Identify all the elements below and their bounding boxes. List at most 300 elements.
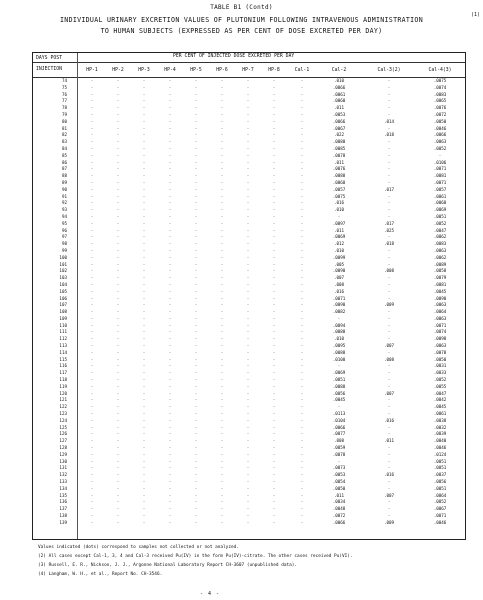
value-cell: · — [142, 207, 146, 213]
value-cell: · — [246, 349, 250, 355]
value-cell: · — [272, 132, 276, 138]
day-cell: 91 — [61, 193, 67, 199]
value-cell: · — [387, 98, 391, 104]
value-cell: · — [90, 132, 94, 138]
value-cell: · — [194, 343, 198, 349]
value-cell: · — [90, 315, 94, 321]
value-cell: · — [142, 111, 146, 117]
table-row — [33, 221, 465, 228]
value-cell: .0066 — [332, 424, 346, 430]
day-cell: 117 — [59, 370, 67, 376]
value-cell: · — [246, 152, 250, 158]
value-cell: · — [168, 329, 172, 335]
value-cell: .022 — [333, 132, 345, 138]
day-cell: 130 — [59, 458, 67, 464]
value-cell: · — [116, 322, 120, 328]
table-row — [33, 241, 465, 248]
value-cell: · — [220, 377, 224, 383]
day-cell: 115 — [59, 356, 67, 362]
column-header: Cal-4(3) — [428, 68, 452, 73]
value-cell: · — [90, 397, 94, 403]
value-cell: · — [90, 329, 94, 335]
value-cell: · — [194, 513, 198, 518]
value-cell: .0067 — [332, 125, 346, 131]
value-cell: · — [168, 417, 172, 423]
column-header: Cal-3(2) — [377, 68, 401, 73]
value-cell: .0075 — [332, 193, 346, 199]
value-cell: · — [90, 451, 94, 457]
value-cell: · — [194, 363, 198, 369]
value-cell: · — [194, 411, 198, 417]
value-cell: · — [272, 445, 276, 451]
value-cell: .005 — [333, 261, 345, 267]
value-cell: .0069 — [332, 234, 346, 240]
value-cell: · — [246, 173, 250, 179]
value-cell: · — [90, 241, 94, 247]
value-cell: · — [387, 111, 391, 117]
value-cell: · — [300, 268, 304, 274]
value-cell: · — [272, 329, 276, 335]
value-cell: · — [300, 275, 304, 281]
value-cell: · — [90, 424, 94, 430]
value-cell: · — [272, 370, 276, 376]
value-cell: · — [220, 261, 224, 267]
table-row — [33, 126, 465, 133]
table-row — [33, 309, 465, 316]
table-row — [33, 262, 465, 269]
day-cell: 122 — [59, 404, 67, 410]
value-cell: · — [168, 295, 172, 301]
table-row — [33, 459, 465, 466]
value-cell: .011 — [333, 159, 345, 165]
value-cell: · — [220, 91, 224, 97]
value-cell: .0056 — [433, 479, 447, 485]
value-cell: · — [142, 193, 146, 199]
value-cell: · — [90, 227, 94, 233]
day-cell: 82 — [61, 132, 67, 138]
value-cell: .0068 — [433, 200, 447, 206]
value-cell: · — [272, 349, 276, 355]
value-cell: · — [246, 309, 250, 315]
value-cell: .010 — [333, 78, 345, 83]
value-cell: .007 — [383, 492, 395, 498]
value-cell: · — [194, 479, 198, 485]
value-cell: · — [300, 404, 304, 410]
value-cell: · — [300, 200, 304, 206]
value-cell: .0051 — [433, 458, 447, 464]
table-row — [33, 329, 465, 336]
value-cell: · — [90, 411, 94, 417]
value-cell: · — [300, 390, 304, 396]
value-cell: · — [220, 370, 224, 376]
value-cell: · — [194, 438, 198, 444]
value-cell: · — [272, 200, 276, 206]
day-cell: 80 — [61, 118, 67, 124]
value-cell: · — [272, 309, 276, 315]
value-cell: · — [387, 173, 391, 179]
value-cell: · — [337, 404, 341, 410]
value-cell: · — [220, 179, 224, 185]
value-cell: .017 — [383, 220, 395, 226]
table-row — [33, 397, 465, 404]
value-cell: .008 — [383, 356, 395, 362]
value-cell: · — [220, 295, 224, 301]
value-cell: .0053 — [332, 111, 346, 117]
value-cell: · — [272, 479, 276, 485]
day-cell: 123 — [59, 411, 67, 417]
value-cell: · — [168, 397, 172, 403]
day-cell: 119 — [59, 383, 67, 389]
column-header: HP-5 — [190, 68, 202, 73]
value-cell: · — [387, 424, 391, 430]
value-cell: .0078 — [332, 152, 346, 158]
value-cell: · — [387, 404, 391, 410]
value-cell: · — [387, 309, 391, 315]
value-cell: · — [220, 268, 224, 274]
value-cell: .0045 — [433, 404, 447, 410]
value-cell: · — [90, 309, 94, 315]
value-cell: · — [116, 132, 120, 138]
value-cell: · — [168, 370, 172, 376]
value-cell: .0074 — [433, 329, 447, 335]
value-cell: · — [90, 472, 94, 478]
value-cell: · — [142, 91, 146, 97]
value-cell: · — [246, 111, 250, 117]
value-cell: · — [246, 241, 250, 247]
value-cell: .0071 — [433, 166, 447, 172]
value-cell: · — [300, 438, 304, 444]
value-cell: .008 — [333, 438, 345, 444]
value-cell: · — [90, 125, 94, 131]
value-cell: · — [194, 424, 198, 430]
value-cell: · — [387, 397, 391, 403]
value-cell: · — [194, 451, 198, 457]
value-cell: · — [300, 506, 304, 512]
value-cell: · — [272, 186, 276, 192]
value-cell: .0059 — [332, 445, 346, 451]
value-cell: · — [194, 309, 198, 315]
value-cell: · — [272, 159, 276, 165]
value-cell: · — [116, 336, 120, 342]
day-cell: 108 — [59, 309, 67, 315]
value-cell: · — [90, 98, 94, 104]
table-row — [33, 493, 465, 500]
table-row — [33, 160, 465, 167]
value-cell: · — [142, 118, 146, 124]
value-cell: .0052 — [433, 220, 447, 226]
days-post-label: DAYS POST — [36, 56, 62, 61]
value-cell: .0078 — [433, 349, 447, 355]
table-row — [33, 343, 465, 350]
value-cell: · — [116, 91, 120, 97]
value-cell: .0079 — [433, 275, 447, 281]
table-row — [33, 282, 465, 289]
value-cell: · — [142, 241, 146, 247]
value-cell: .016 — [383, 472, 395, 478]
value-cell: .0124 — [433, 451, 447, 457]
column-header: HP-2 — [112, 68, 124, 73]
value-cell: · — [194, 261, 198, 267]
value-cell: · — [387, 370, 391, 376]
value-cell: · — [272, 411, 276, 417]
value-cell: · — [194, 78, 198, 83]
value-cell: · — [272, 492, 276, 498]
value-cell: · — [246, 472, 250, 478]
value-cell: · — [300, 247, 304, 253]
value-cell: · — [246, 322, 250, 328]
value-cell: · — [246, 261, 250, 267]
value-cell: · — [220, 234, 224, 240]
value-cell: · — [300, 234, 304, 240]
value-cell: · — [142, 472, 146, 478]
value-cell: .0051 — [433, 213, 447, 219]
value-cell: · — [194, 268, 198, 274]
value-cell: · — [116, 220, 120, 226]
value-cell: · — [90, 377, 94, 383]
day-cell: 98 — [61, 241, 67, 247]
value-cell: .0040 — [433, 438, 447, 444]
value-cell: · — [387, 465, 391, 471]
value-cell: · — [194, 417, 198, 423]
value-cell: .0042 — [433, 397, 447, 403]
value-cell: · — [116, 492, 120, 498]
value-cell: .0083 — [433, 241, 447, 247]
value-cell: · — [194, 118, 198, 124]
day-cell: 127 — [59, 438, 67, 444]
column-header: HP-4 — [164, 68, 176, 73]
value-cell: · — [116, 445, 120, 451]
day-cell: 120 — [59, 390, 67, 396]
value-cell: .0055 — [433, 383, 447, 389]
value-cell: · — [194, 295, 198, 301]
value-cell: .011 — [333, 227, 345, 233]
value-cell: · — [300, 431, 304, 437]
day-cell: 89 — [61, 179, 67, 185]
value-cell: · — [387, 275, 391, 281]
value-cell: · — [387, 234, 391, 240]
value-cell: · — [116, 458, 120, 464]
value-cell: · — [116, 397, 120, 403]
value-cell: · — [220, 451, 224, 457]
value-cell: · — [168, 506, 172, 512]
day-cell: 79 — [61, 111, 67, 117]
day-cell: 135 — [59, 492, 67, 498]
table-row — [33, 139, 465, 146]
value-cell: · — [300, 186, 304, 192]
value-cell: · — [90, 390, 94, 396]
value-cell: · — [142, 390, 146, 396]
value-cell: · — [272, 383, 276, 389]
value-cell: · — [194, 349, 198, 355]
day-cell: 112 — [59, 336, 67, 342]
table-row — [33, 350, 465, 357]
value-cell: · — [142, 309, 146, 315]
value-cell: · — [116, 329, 120, 335]
injection-label: INJECTION — [36, 67, 62, 72]
value-cell: · — [387, 125, 391, 131]
value-cell: · — [246, 424, 250, 430]
value-cell: · — [272, 424, 276, 430]
value-cell: · — [116, 465, 120, 471]
table-row — [33, 404, 465, 411]
day-cell: 96 — [61, 227, 67, 233]
value-cell: · — [142, 451, 146, 457]
value-cell: .0061 — [332, 91, 346, 97]
day-cell: 116 — [59, 363, 67, 369]
value-cell: · — [300, 132, 304, 138]
value-cell: .0052 — [433, 145, 447, 151]
value-cell: .0047 — [433, 227, 447, 233]
value-cell: · — [142, 431, 146, 437]
value-cell: · — [272, 193, 276, 199]
value-cell: · — [220, 343, 224, 349]
value-cell: · — [387, 152, 391, 158]
value-cell: · — [272, 145, 276, 151]
value-cell: · — [116, 485, 120, 491]
data-table — [32, 52, 466, 540]
value-cell: · — [272, 254, 276, 260]
value-cell: .0076 — [332, 166, 346, 172]
value-cell: .025 — [383, 227, 395, 233]
table-row — [33, 78, 465, 85]
value-cell: · — [387, 451, 391, 457]
value-cell: · — [220, 363, 224, 369]
table-row — [33, 248, 465, 255]
value-cell: · — [272, 499, 276, 505]
value-cell: .0064 — [433, 309, 447, 315]
value-cell: · — [168, 302, 172, 308]
value-cell: · — [168, 404, 172, 410]
value-cell: · — [300, 445, 304, 451]
value-cell: · — [116, 268, 120, 274]
value-cell: · — [116, 247, 120, 253]
value-cell: · — [90, 213, 94, 219]
value-cell: · — [387, 485, 391, 491]
value-cell: · — [272, 315, 276, 321]
value-cell: · — [194, 193, 198, 199]
value-cell: .008 — [333, 281, 345, 287]
value-cell: · — [220, 438, 224, 444]
value-cell: · — [90, 179, 94, 185]
value-cell: · — [168, 118, 172, 124]
value-cell: · — [300, 336, 304, 342]
value-cell: · — [300, 343, 304, 349]
footnote-2: (2) All cases except Cal-1, 3, 4 and Cal-3 received Pu(IV) in the form Pu(IV)-citrate. The other cases received Pu(VI). — [38, 554, 353, 559]
value-cell: · — [90, 173, 94, 179]
value-cell: · — [194, 125, 198, 131]
value-cell: · — [246, 268, 250, 274]
title-footnote-mark: (1) — [471, 12, 481, 18]
value-cell: · — [90, 247, 94, 253]
value-cell: · — [90, 499, 94, 505]
value-cell: · — [246, 98, 250, 104]
value-cell: · — [220, 247, 224, 253]
value-cell: · — [300, 479, 304, 485]
value-cell: · — [300, 220, 304, 226]
value-cell: · — [246, 139, 250, 145]
value-cell: · — [272, 295, 276, 301]
value-cell: · — [194, 213, 198, 219]
value-cell: · — [168, 125, 172, 131]
value-cell: · — [272, 417, 276, 423]
value-cell: · — [90, 431, 94, 437]
value-cell: · — [142, 445, 146, 451]
value-cell: · — [90, 186, 94, 192]
value-cell: · — [272, 485, 276, 491]
table-row — [33, 472, 465, 479]
value-cell: .0090 — [332, 268, 346, 274]
value-cell: · — [168, 275, 172, 281]
value-cell: · — [246, 132, 250, 138]
value-cell: · — [142, 220, 146, 226]
value-cell: · — [142, 404, 146, 410]
value-cell: · — [220, 492, 224, 498]
value-cell: · — [142, 105, 146, 111]
value-cell: · — [168, 383, 172, 389]
value-cell: · — [194, 492, 198, 498]
value-cell: · — [194, 139, 198, 145]
day-cell: 110 — [59, 322, 67, 328]
value-cell: · — [194, 519, 198, 525]
value-cell: · — [142, 247, 146, 253]
day-cell: 74 — [61, 78, 67, 83]
value-cell: .0085 — [332, 145, 346, 151]
value-cell: · — [272, 397, 276, 403]
value-cell: .016 — [333, 288, 345, 294]
value-cell: · — [194, 445, 198, 451]
column-header: Cal-1 — [294, 68, 310, 73]
value-cell: · — [90, 275, 94, 281]
value-cell: · — [272, 84, 276, 90]
value-cell: · — [194, 336, 198, 342]
value-cell: .0058 — [433, 268, 447, 274]
value-cell: · — [300, 118, 304, 124]
value-cell: · — [142, 465, 146, 471]
day-cell: 84 — [61, 145, 67, 151]
value-cell: · — [246, 431, 250, 437]
value-cell: · — [300, 492, 304, 498]
value-cell: · — [116, 349, 120, 355]
value-cell: .0032 — [433, 424, 447, 430]
value-cell: · — [168, 390, 172, 396]
value-cell: · — [168, 78, 172, 83]
day-cell: 136 — [59, 499, 67, 505]
value-cell: .0046 — [433, 125, 447, 131]
value-cell: · — [300, 179, 304, 185]
value-cell: · — [246, 336, 250, 342]
value-cell: · — [337, 213, 341, 219]
value-cell: · — [168, 349, 172, 355]
value-cell: · — [194, 275, 198, 281]
value-cell: · — [246, 295, 250, 301]
value-cell: · — [246, 492, 250, 498]
value-cell: · — [194, 288, 198, 294]
value-cell: · — [142, 438, 146, 444]
value-cell: · — [90, 288, 94, 294]
value-cell: .009 — [383, 519, 395, 525]
value-cell: · — [300, 485, 304, 491]
value-cell: .009 — [383, 302, 395, 308]
value-cell: · — [387, 295, 391, 301]
table-title-line-2: TO HUMAN SUBJECTS (EXPRESSED AS PER CENT OF DOSE EXCRETED PER DAY) — [100, 27, 383, 35]
value-cell: · — [246, 105, 250, 111]
value-cell: · — [116, 159, 120, 165]
value-cell: .0066 — [433, 132, 447, 138]
value-cell: · — [300, 451, 304, 457]
value-cell: · — [300, 411, 304, 417]
day-cell: 101 — [59, 261, 67, 267]
value-cell: · — [142, 519, 146, 525]
